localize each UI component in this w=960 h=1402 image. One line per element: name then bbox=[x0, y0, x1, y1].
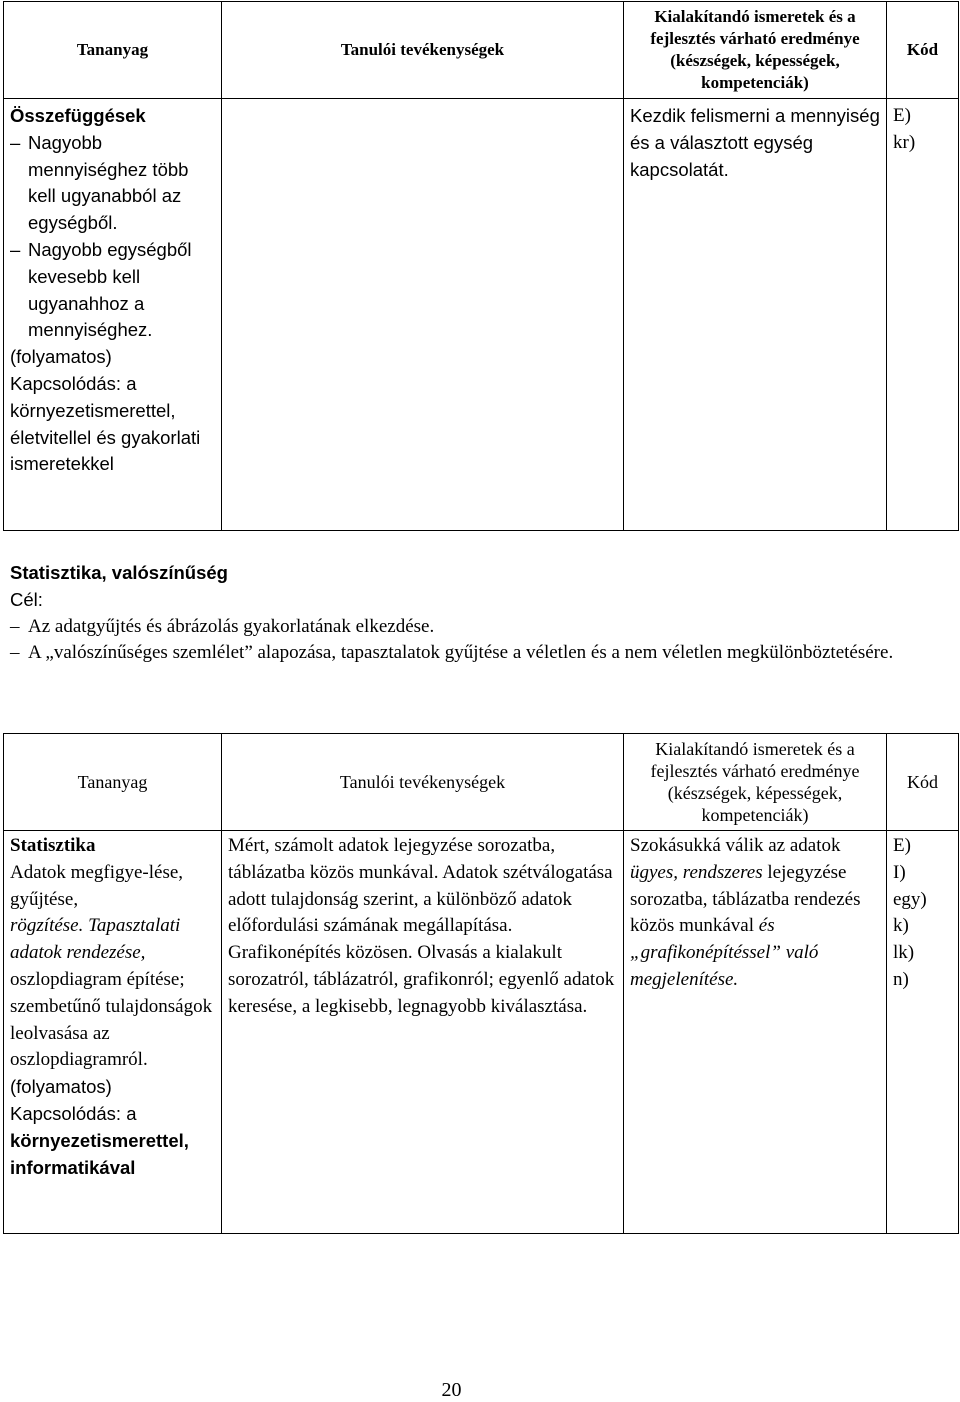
tevekenysegek-cell bbox=[222, 99, 624, 531]
goal-label: Cél: bbox=[10, 588, 43, 610]
header-kod: Kód bbox=[887, 734, 959, 831]
topic-text: Adatok megfigye-lése, gyűjtése, bbox=[10, 861, 184, 910]
table-header-row bbox=[4, 734, 959, 831]
statistics-section bbox=[10, 560, 910, 667]
topic-title: Összefüggések bbox=[10, 105, 146, 126]
table-header-row bbox=[4, 2, 959, 99]
tananyag-cell bbox=[4, 831, 222, 1234]
header-tevekenysegek: Tanulói tevékenységek bbox=[222, 2, 624, 99]
curriculum-table-1 bbox=[3, 1, 959, 531]
topic-title: Statisztika bbox=[10, 835, 96, 856]
goal-item: – A „valószínűséges szemlélet” alapozása, tapasztalatok gyűjtése a véletlen és a nem véletlen megkülönböztetésére. bbox=[10, 642, 894, 664]
continuity-note: (folyamatos) bbox=[10, 1076, 112, 1098]
code-item: n) bbox=[893, 968, 909, 990]
goal-item: – Az adatgyűjtés és ábrázolás gyakorlatának elkezdése. bbox=[10, 615, 435, 637]
list-item: – Nagyobb mennyiséghez több kell ugyanabból az egységből. bbox=[10, 131, 189, 234]
link-text: környezetismerettel, informatikával bbox=[10, 1129, 189, 1178]
topic-text: oszlopdiagram építése; szembetűnő tulajdonságok leolvasása az oszlopdiagramról. bbox=[10, 968, 213, 1071]
page-number: 20 bbox=[441, 1379, 462, 1401]
kialakitando-cell: Szokásukká válik az adatok ügyes, rendszeres lejegyzése sorozatba, táblázatba rendezés közös munkával és „grafikonépítéssel” való megjelenítése. bbox=[624, 831, 887, 1234]
code-item: E) bbox=[893, 105, 911, 126]
header-kialakitando: Kialakítandó ismeretek és a fejlesztés várható eredménye (készségek, képességek, kompetenciák) bbox=[624, 734, 887, 831]
kialakitando-cell: Kezdik felismerni a mennyiség és a választott egység kapcsolatát. bbox=[624, 99, 887, 531]
tananyag-cell bbox=[4, 99, 222, 531]
link-title: Kapcsolódás: a bbox=[10, 372, 137, 394]
code-item: egy) bbox=[893, 888, 927, 910]
code-item: I) bbox=[893, 861, 906, 883]
link-title: Kapcsolódás: a bbox=[10, 1102, 137, 1124]
section-title: Statisztika, valószínűség bbox=[10, 562, 228, 583]
code-item: E) bbox=[893, 835, 911, 856]
header-tananyag: Tananyag bbox=[4, 2, 222, 99]
link-text: környezetismerettel, életvitellel és gyakorlati ismeretekkel bbox=[10, 399, 201, 475]
tevekenysegek-cell: Mért, számolt adatok lejegyzése sorozatba, táblázatba közös munkával. Adatok szétválogatása adott tulajdonság szerint, a különböző adatok előfordulási számának megállapítása. Grafikonépítés közösen. Olvasás a kialakult sorozatról, táblázatról, grafikonról; egyenlő adatok keresése, a legkisebb, legnagyobb kiválasztása. bbox=[222, 831, 624, 1234]
continuity-note: (folyamatos) bbox=[10, 346, 112, 368]
header-tananyag: Tananyag bbox=[4, 734, 222, 831]
table-row bbox=[4, 831, 959, 1234]
list-item: – Nagyobb egységből kevesebb kell ugyanahhoz a mennyiséghez. bbox=[10, 238, 192, 341]
header-tevekenysegek: Tanulói tevékenységek bbox=[222, 734, 624, 831]
kod-cell bbox=[887, 831, 959, 1234]
topic-text-italic: rögzítése. Tapasztalati adatok rendezése, bbox=[10, 915, 181, 964]
header-kialakitando: Kialakítandó ismeretek és a fejlesztés várható eredménye (készségek, képességek, kompetenciák) bbox=[624, 2, 887, 99]
curriculum-table-2 bbox=[3, 733, 959, 1234]
code-item: k) bbox=[893, 915, 909, 937]
code-item: lk) bbox=[893, 942, 915, 964]
code-item: kr) bbox=[893, 131, 916, 153]
header-kod: Kód bbox=[887, 2, 959, 99]
table-row bbox=[4, 99, 959, 531]
kod-cell bbox=[887, 99, 959, 531]
